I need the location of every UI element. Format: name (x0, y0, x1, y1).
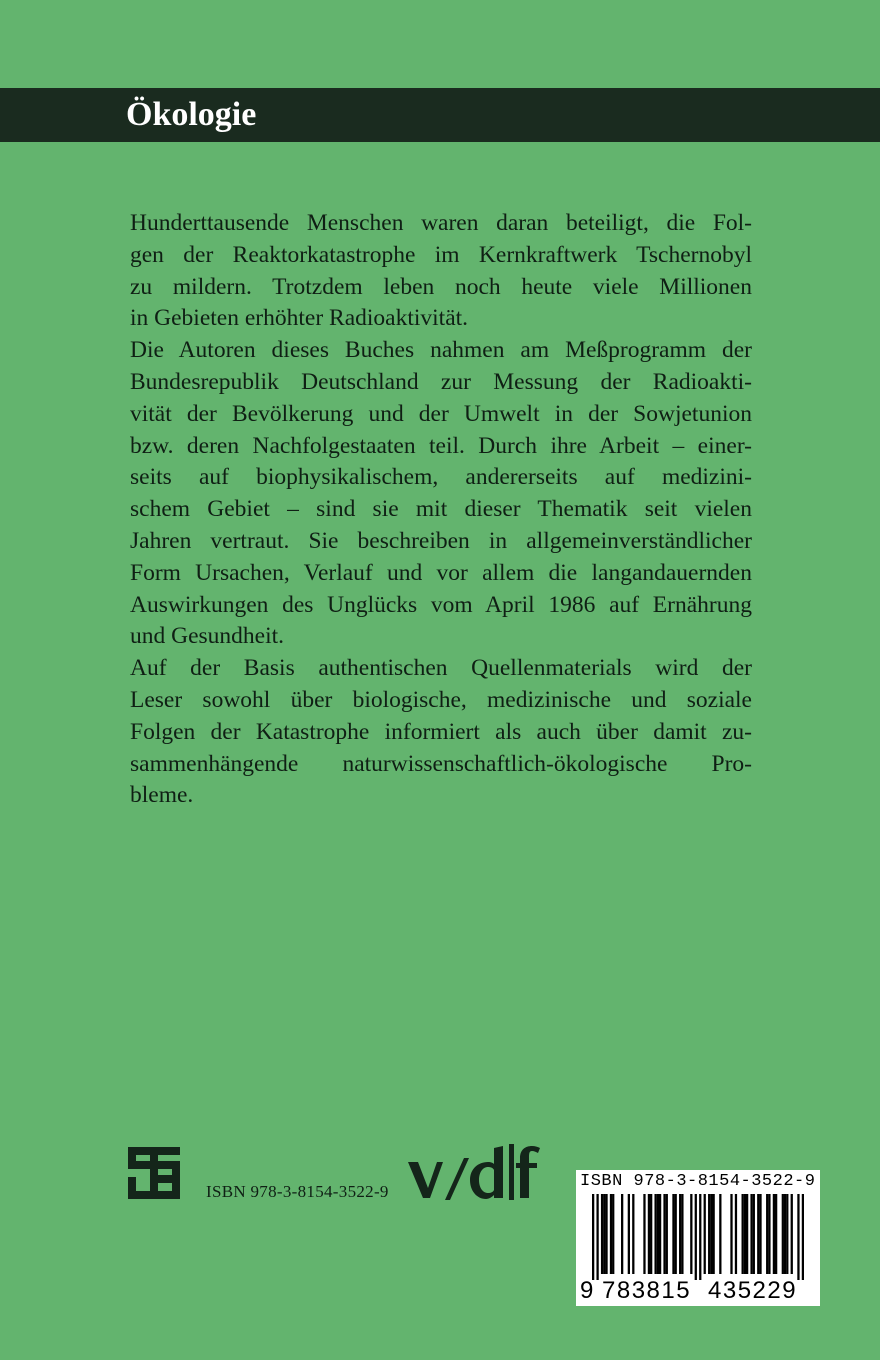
barcode-bar (654, 1194, 656, 1274)
barcode-bar (596, 1194, 598, 1280)
blurb-paragraph-1 (130, 208, 752, 335)
barcode-bar (659, 1194, 661, 1274)
barcode-bar (657, 1194, 659, 1274)
barcode-bar (681, 1194, 683, 1274)
barcode-bar (802, 1194, 804, 1280)
barcode-bar (710, 1194, 712, 1274)
barcode-bar (730, 1194, 732, 1274)
barcode-bar (757, 1194, 759, 1274)
blurb-line: schem Gebiet – sind sie mit dieser Thematik seit vielen (130, 496, 752, 523)
barcode-bar (744, 1194, 746, 1274)
barcode-bar (663, 1194, 665, 1274)
barcode-bar (628, 1194, 630, 1274)
barcode-bar (650, 1194, 652, 1274)
blurb-line: Jahren vertraut. Sie beschreiben in allgemeinverständlicher (130, 527, 752, 554)
barcode-bar (648, 1194, 650, 1274)
blurb-line: bzw. deren Nachfolgestaaten teil. Durch ihre Arbeit – einer- (130, 432, 752, 459)
teubner-logo-icon (128, 1147, 180, 1199)
barcode-bars-icon (592, 1194, 804, 1280)
blurb-line: zu mildern. Trotzdem leben noch heute viele Millionen (130, 273, 752, 300)
barcode-bar (735, 1194, 737, 1274)
barcode (576, 1170, 820, 1306)
back-cover-blurb (130, 208, 752, 812)
barcode-bar (695, 1194, 697, 1280)
vdf-logo (408, 1144, 543, 1200)
barcode-bar (679, 1194, 681, 1274)
blurb-line: Hunderttausende Menschen waren daran beteiligt, die Fol- (130, 210, 752, 236)
barcode-bar (742, 1194, 744, 1274)
barcode-bar (699, 1194, 701, 1280)
barcode-bar (605, 1194, 607, 1274)
barcode-digits-right: 435229 (708, 1277, 798, 1304)
barcode-bar (768, 1194, 770, 1274)
blurb-line: Leser sowohl über biologische, medizinische und soziale (130, 686, 752, 713)
barcode-bar (746, 1194, 748, 1274)
barcode-bar (643, 1194, 645, 1274)
barcode-bar (719, 1194, 721, 1274)
barcode-bar (708, 1194, 710, 1274)
barcode-bar (592, 1194, 594, 1280)
series-title: Ökologie (126, 96, 257, 133)
barcode-bar (713, 1194, 715, 1274)
barcode-bar (773, 1194, 775, 1274)
barcode-bar (786, 1194, 788, 1274)
blurb-paragraph-3 (130, 653, 752, 812)
barcode-bar (610, 1194, 612, 1274)
blurb-line: bleme. (130, 782, 194, 809)
barcode-bar (612, 1194, 614, 1274)
barcode-bar (775, 1194, 777, 1274)
blurb-line: sammenhängende naturwissenschaftlich-ökologische Pro- (130, 750, 752, 777)
blurb-line: und Gesundheit. (130, 623, 285, 650)
barcode-bar (603, 1194, 605, 1274)
blurb-line: gen der Reaktorkatastrophe im Kernkraftwerk Tschernobyl (130, 241, 752, 268)
barcode-bar (753, 1194, 755, 1274)
barcode-bar (784, 1194, 786, 1274)
barcode-bar (782, 1194, 784, 1274)
blurb-paragraph-2 (130, 335, 752, 653)
blurb-line: Die Autoren dieses Buches nahmen am Meßprogramm der (130, 337, 752, 364)
barcode-bar (690, 1194, 692, 1274)
barcode-bar (672, 1194, 674, 1274)
barcode-bar (675, 1194, 677, 1274)
barcode-bar (601, 1194, 603, 1274)
blurb-line: Auswirkungen des Unglücks vom April 1986 auf Ernährung (130, 591, 752, 618)
blurb-line: Bundesrepublik Deutschland zur Messung der Radioakti- (130, 368, 752, 395)
barcode-digit-first: 9 (580, 1277, 594, 1304)
barcode-bar (750, 1194, 752, 1274)
barcode-bar (632, 1194, 634, 1274)
barcode-bar (797, 1194, 799, 1280)
blurb-line: Auf der Basis authentischen Quellenmaterials wird der (130, 655, 752, 682)
blurb-line: in Gebieten erhöhter Radioaktivität. (130, 305, 469, 332)
blurb-line: vität der Bevölkerung und der Umwelt in der Sowjetunion (130, 400, 752, 427)
blurb-line: Folgen der Katastrophe informiert als auch über damit zu- (130, 718, 752, 745)
barcode-bar (704, 1194, 706, 1274)
barcode-bar (666, 1194, 668, 1274)
isbn-text: ISBN 978-3-8154-3522-9 (206, 1182, 389, 1201)
blurb-line: seits auf biophysikalischem, andererseits auf medizini- (130, 464, 752, 491)
barcode-isbn-label: ISBN 978-3-8154-3522-9 (580, 1172, 816, 1191)
barcode-bar (766, 1194, 768, 1274)
barcode-bar (759, 1194, 761, 1274)
barcode-bar (791, 1194, 793, 1274)
barcode-digits-left: 783815 (602, 1277, 692, 1304)
barcode-bar (621, 1194, 623, 1274)
blurb-line: Form Ursachen, Verlauf und vor allem die langandauernden (130, 559, 752, 586)
